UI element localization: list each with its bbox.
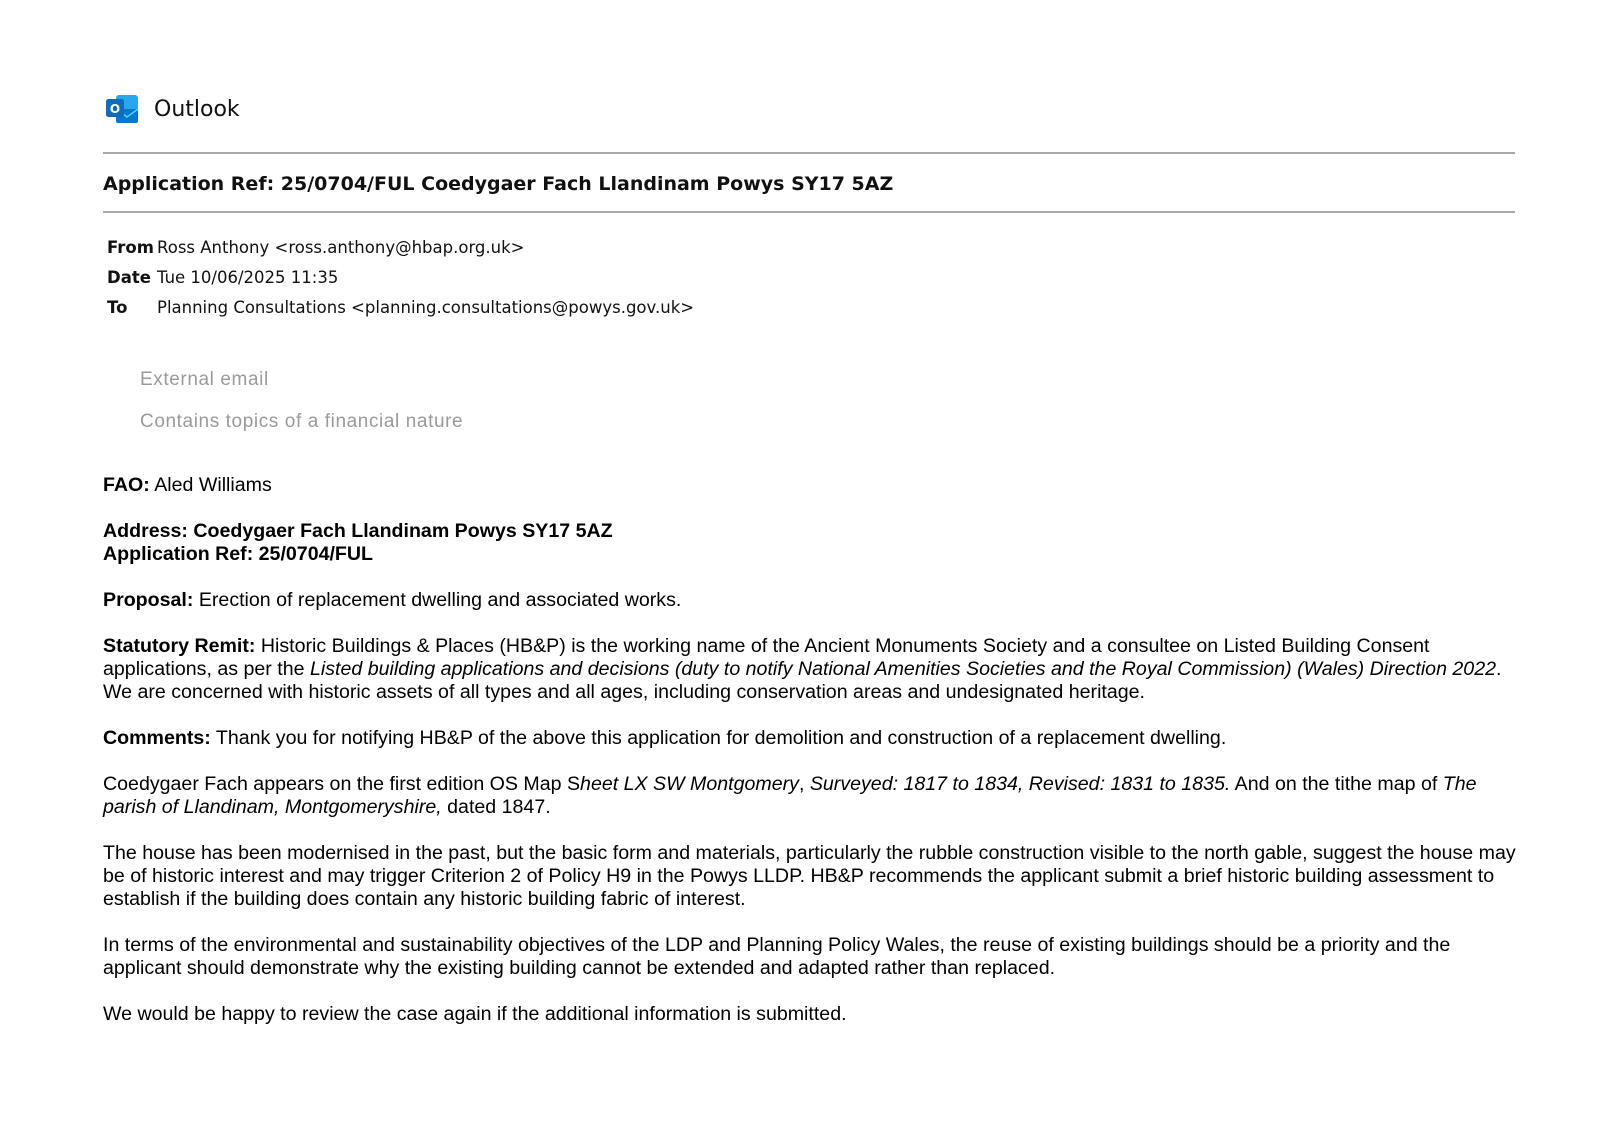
proposal-paragraph — [103, 589, 1523, 612]
app-brand — [104, 92, 240, 126]
to-label: To — [107, 297, 128, 317]
map-separator: , — [798, 773, 810, 795]
remit-text-continued: . We are concerned with historic assets of all types and all ages, including conservation areas and undesignated heritage. — [103, 658, 1502, 703]
remit-text: Historic Buildings & Places (HB&P) is the working name of the Ancient Monuments Society and a consultee on Listed Building Consent applications, as per the — [103, 635, 1430, 680]
address-line: Address: Coedygaer Fach Llandinam Powys SY17 5AZ — [103, 520, 613, 542]
comments-text: Thank you for notifying HB&P of the above this application for demolition and construction of a replacement dwelling. — [215, 727, 1227, 749]
fao-label: FAO: — [103, 474, 150, 496]
map-dated-text: dated 1847. — [441, 796, 551, 818]
map-paragraph — [103, 773, 1523, 819]
from-row — [107, 232, 694, 262]
map-text: Coedygaer Fach appears on the first edition OS Map S — [103, 773, 581, 795]
to-row — [107, 292, 694, 322]
from-label: From — [107, 237, 154, 257]
map-survey-dates: Surveyed: 1817 to 1834, Revised: 1831 to 1835. — [809, 773, 1231, 795]
app-name: Outlook — [154, 96, 240, 122]
fao-paragraph — [103, 474, 1523, 497]
remit-direction-title: Listed building applications and decisions (duty to notify National Amenities Societies and the Royal Commission) (Wales) Direction 2022 — [309, 658, 1496, 680]
address-block — [103, 520, 1523, 566]
financial-topic-banner: Contains topics of a financial nature — [140, 411, 464, 432]
map-parish-title: The parish of Llandinam, Montgomeryshire, — [103, 773, 1477, 818]
environment-paragraph: In terms of the environmental and sustainability objectives of the LDP and Planning Policy Wales, the reuse of existing buildings should be a priority and the applicant should demonstrate why the existing building cannot be extended and adapted rather than replaced. — [103, 934, 1451, 979]
outlook-logo-icon — [104, 92, 140, 126]
comments-paragraph — [103, 727, 1523, 750]
map-tithe-text: And on the tithe map of — [1230, 773, 1443, 795]
date-row — [107, 262, 694, 292]
remit-label: Statutory Remit: — [103, 635, 256, 657]
email-headers — [107, 232, 694, 322]
external-email-banner: External email — [140, 369, 269, 390]
map-sheet-title: heet LX SW Montgomery — [580, 773, 799, 795]
house-paragraph: The house has been modernised in the past, but the basic form and materials, particularly the rubble construction visible to the north gable, suggest the house may be of historic interest and may trigger Criterion 2 of Policy H9 in the Powys LLDP. HB&P recommends the applicant submit a brief historic building assessment to establish if the building does contain any historic building fabric of interest. — [103, 842, 1516, 910]
comments-label: Comments: — [103, 727, 211, 749]
proposal-text: Erection of replacement dwelling and associated works. — [198, 589, 682, 611]
fao-value: Aled Williams — [154, 474, 272, 496]
to-value[interactable]: Planning Consultations <planning.consultations@powys.gov.uk> — [157, 297, 695, 317]
email-subject: Application Ref: 25/0704/FUL Coedygaer Fach Llandinam Powys SY17 5AZ — [103, 173, 894, 195]
application-ref-line: Application Ref: 25/0704/FUL — [103, 543, 374, 565]
from-value[interactable]: Ross Anthony <ross.anthony@hbap.org.uk> — [157, 237, 525, 257]
date-value: Tue 10/06/2025 11:35 — [157, 267, 339, 287]
header-divider-bottom — [103, 211, 1515, 213]
proposal-label: Proposal: — [103, 589, 194, 611]
date-label: Date — [107, 267, 151, 287]
statutory-remit-paragraph — [103, 635, 1523, 704]
header-divider-top — [103, 152, 1515, 154]
email-body — [103, 474, 1523, 1049]
closing-paragraph: We would be happy to review the case again if the additional information is submitted. — [103, 1003, 847, 1025]
outlook-logo-letter: O — [109, 102, 121, 116]
